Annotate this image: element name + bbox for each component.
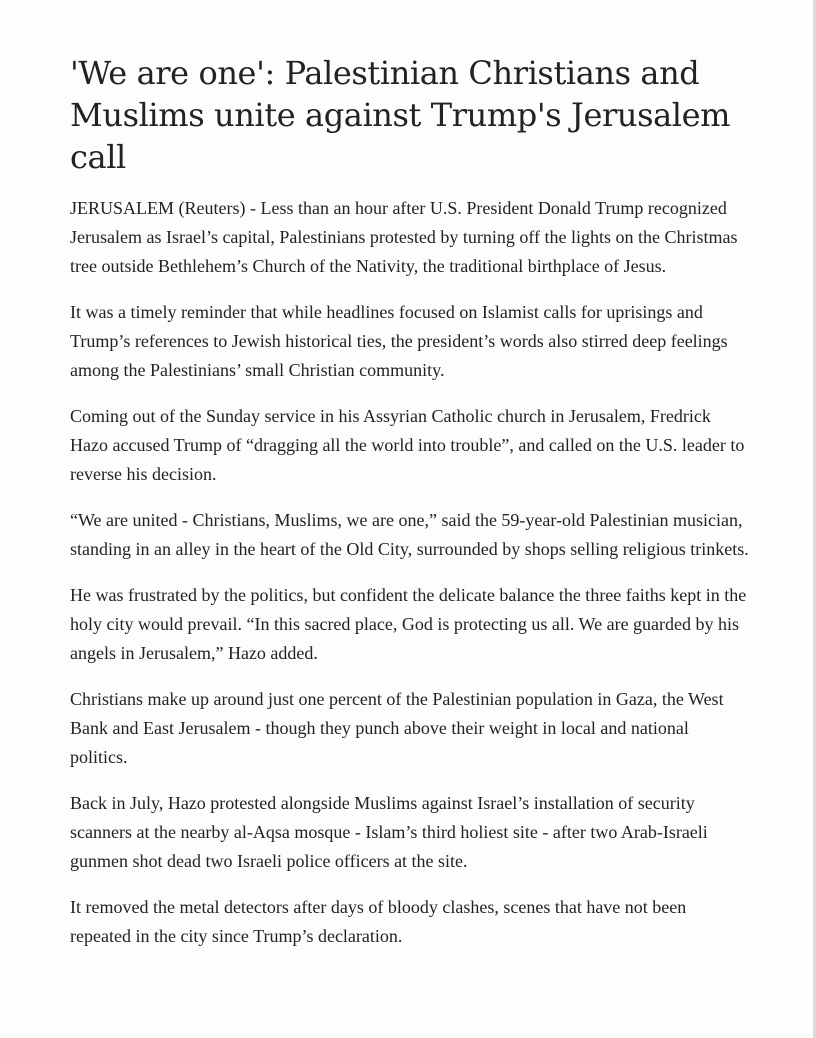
- article-paragraph-5: He was frustrated by the politics, but confident the delicate balance the three faiths kept in the holy city would prevail. “In this sacred place, God is protecting us all. We are guarded by his angels in Jerusalem,” Hazo added.: [70, 585, 747, 663]
- article-paragraph-7: Back in July, Hazo protested alongside Muslims against Israel’s installation of security scanners at the nearby al-Aqsa mosque - Islam’s third holiest site - after two Arab-Israeli gunmen shot dead two Israeli police officers at the site.: [70, 793, 708, 871]
- article-paragraph-8: It removed the metal detectors after days of bloody clashes, scenes that have not been repeated in the city since Trump’s declaration.: [70, 897, 687, 946]
- article-paragraph-2: It was a timely reminder that while headlines focused on Islamist calls for uprisings and Trump’s references to Jewish historical ties, the president’s words also stirred deep feelings among the Palestinians’ small Christian community.: [70, 302, 728, 380]
- article-headline: 'We are one': Palestinian Christians and Muslims unite against Trump's Jerusalem call: [70, 54, 731, 176]
- article-paragraph-4: “We are united - Christians, Muslims, we are one,” said the 59-year-old Palestinian musician, standing in an alley in the heart of the Old City, surrounded by shops selling religious trinkets.: [70, 510, 749, 559]
- article-paragraph-6: Christians make up around just one percent of the Palestinian population in Gaza, the West Bank and East Jerusalem - though they punch above their weight in local and national politics.: [70, 689, 724, 767]
- article-paragraph-3: Coming out of the Sunday service in his Assyrian Catholic church in Jerusalem, Fredrick Hazo accused Trump of “dragging all the world into trouble”, and called on the U.S. leader to reverse his decision.: [70, 406, 745, 484]
- article-paragraph-1: JERUSALEM (Reuters) - Less than an hour after U.S. President Donald Trump recognized Jerusalem as Israel’s capital, Palestinians protested by turning off the lights on the Christmas tree outside Bethlehem’s Church of the Nativity, the traditional birthplace of Jesus.: [70, 198, 738, 276]
- article-body: [70, 52, 750, 968]
